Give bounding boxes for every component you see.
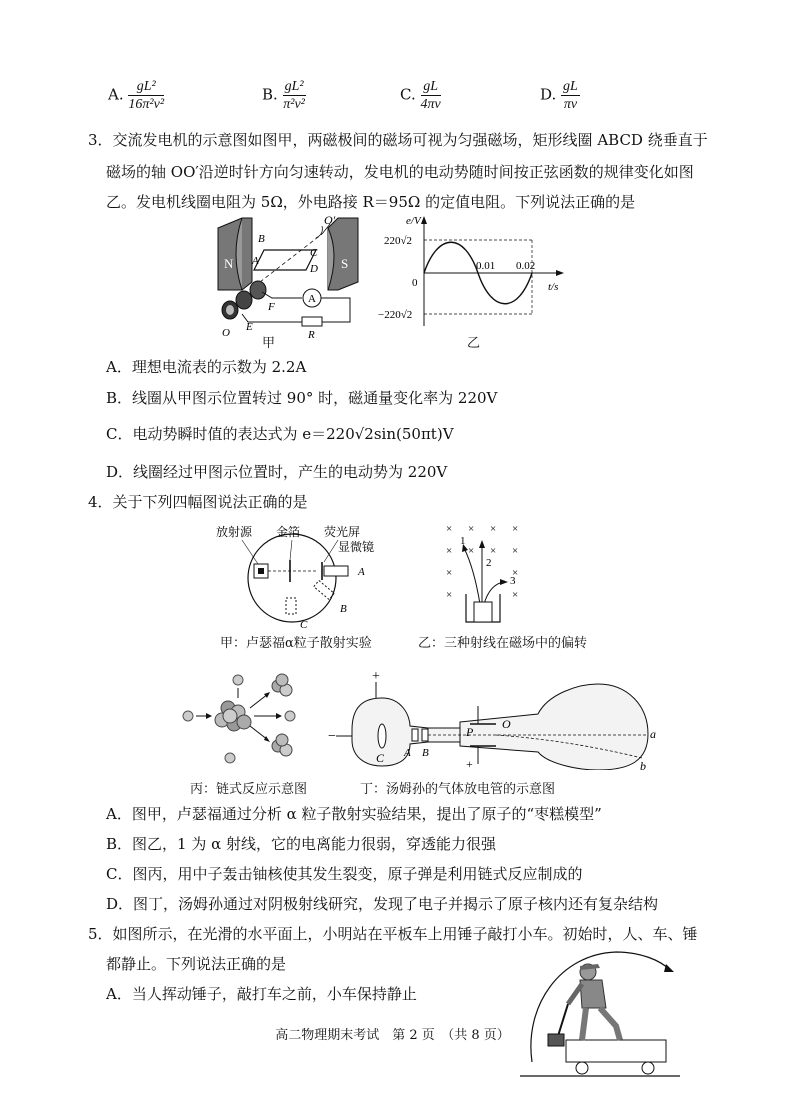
fig-ding-caption: 丁：汤姆孙的气体放电管的示意图 bbox=[360, 782, 556, 797]
q3-option-c: C．电动势瞬时值的表达式为 e＝220√2sin(50πt)V bbox=[106, 425, 454, 443]
q2-option-c bbox=[400, 78, 441, 113]
q3-option-d: D．线圈经过甲图示位置时，产生的电动势为 220V bbox=[106, 463, 448, 481]
center-o-label: O bbox=[502, 717, 511, 731]
fig-jia-caption: 甲 bbox=[262, 336, 276, 351]
q2-option-a bbox=[108, 78, 164, 113]
s-pole-label: S bbox=[341, 256, 349, 271]
q2-option-b-letter: B. bbox=[262, 85, 278, 104]
ray-3-label: 3 bbox=[510, 575, 516, 587]
q5-stem-line2: 都静止。下列说法正确的是 bbox=[106, 955, 287, 973]
q4-stem: 4．关于下列四幅图说法正确的是 bbox=[88, 493, 308, 511]
cathode-c-label: C bbox=[376, 751, 385, 765]
q3-stem-line2: 磁场的轴 OO′沿逆时针方向匀速转动，发电机的电动势随时间按正弦函数的规律变化如图 bbox=[106, 163, 694, 181]
q3-stem-line1: 3．交流发电机的示意图如图甲，两磁极间的磁场可视为匀强磁场，矩形线圈 ABCD 绕垂直于 bbox=[88, 131, 708, 149]
q3-option-a: A．理想电流表的示数为 2.2A bbox=[106, 358, 307, 376]
graph-t1: 0.01 bbox=[476, 260, 496, 272]
anode-plus-label: + bbox=[372, 669, 380, 684]
q2-option-d-letter: D. bbox=[540, 85, 557, 104]
hammer-cart-diagram bbox=[520, 946, 680, 1080]
brush-e-label: E bbox=[246, 321, 253, 333]
q3-option-b: B．线圈从甲图示位置转过 90° 时，磁通量变化率为 220V bbox=[106, 389, 498, 407]
label-microscope: 显微镜 bbox=[338, 540, 375, 554]
label-screen: 荧光屏 bbox=[324, 525, 361, 539]
resistor bbox=[302, 317, 322, 326]
microscope bbox=[324, 566, 348, 576]
coil-a-label: A bbox=[252, 255, 259, 267]
label-source: 放射源 bbox=[216, 525, 253, 539]
graph-ymin: −220√2 bbox=[378, 309, 413, 321]
coil bbox=[254, 250, 316, 270]
coil-b-label: B bbox=[258, 233, 265, 245]
page-footer: 高二物理期末考试 第 2 页 （共 8 页） bbox=[275, 1028, 510, 1043]
q4-option-c: C．图丙，用中子轰击铀核使其发生裂变，原子弹是利用链式反应制成的 bbox=[106, 865, 583, 883]
fig-jia-q4-caption: 甲：卢瑟福α粒子散射实验 bbox=[220, 636, 372, 651]
svg-text:×: × bbox=[490, 545, 497, 557]
chain-reaction-diagram bbox=[178, 668, 318, 768]
svg-text:×: × bbox=[468, 523, 475, 535]
q5-option-a: A．当人挥动锤子，敲打车之前，小车保持静止 bbox=[106, 985, 417, 1003]
svg-text:×: × bbox=[512, 567, 519, 579]
q2-option-d bbox=[540, 78, 580, 113]
q5-stem-line1: 5．如图所示，在光滑的水平面上，小明站在平板车上用锤子敲打小车。初始时，人、车、锤 bbox=[88, 925, 698, 943]
svg-text:×: × bbox=[446, 523, 453, 535]
emf-graph bbox=[372, 214, 568, 332]
resistor-label: R bbox=[308, 329, 315, 341]
cathode-minus-label: − bbox=[328, 729, 336, 744]
q3-stem-line3: 乙。发电机线圈电阻为 5Ω，外电路接 R＝95Ω 的定值电阻。下列说法正确的是 bbox=[106, 193, 636, 211]
svg-text:×: × bbox=[512, 545, 519, 557]
uranium-nucleus bbox=[215, 701, 251, 731]
graph-t2: 0.02 bbox=[516, 260, 536, 272]
coil-d-label: D bbox=[310, 263, 318, 275]
fig-bing-caption: 丙：链式反应示意图 bbox=[190, 782, 308, 797]
svg-text:×: × bbox=[468, 545, 475, 557]
svg-text:×: × bbox=[490, 523, 497, 535]
svg-text:×: × bbox=[446, 545, 453, 557]
fission-fragment-top bbox=[272, 674, 292, 696]
axis-o-label: O bbox=[222, 327, 230, 339]
ray-1-label: 1 bbox=[460, 535, 466, 547]
anode-a-label: A bbox=[404, 747, 411, 759]
plate-p-label: P bbox=[466, 725, 474, 739]
ammeter-label: A bbox=[308, 293, 316, 305]
fig-yi-q4-caption: 乙：三种射线在磁场中的偏转 bbox=[418, 636, 588, 651]
n-pole bbox=[218, 218, 252, 290]
svg-text:×: × bbox=[512, 589, 519, 601]
graph-ymax: 220√2 bbox=[384, 235, 413, 247]
axis-o-prime-label: O′ bbox=[324, 213, 336, 227]
ray-deflection-diagram bbox=[440, 518, 550, 628]
q2-option-a-fraction: $\frac{\text{gL²}}{\text{16π²v²}}$ bbox=[128, 79, 165, 112]
thomson-tube-diagram bbox=[328, 666, 664, 770]
q2-option-c-fraction: $\frac{gL}{4\pi v}$ bbox=[420, 79, 441, 112]
label-foil: 金箔 bbox=[276, 525, 301, 539]
q4-option-a: A．图甲，卢瑟福通过分析 α 粒子散射实验结果，提出了原子的“枣糕模型” bbox=[106, 805, 602, 823]
position-a-label: A bbox=[358, 566, 365, 578]
position-b-label: B bbox=[340, 603, 347, 615]
q2-option-b-fraction: $\frac{\text{gL²}}{\text{π²v²}}$ bbox=[283, 79, 305, 112]
fig-yi-caption: 乙 bbox=[467, 336, 481, 351]
generator-diagram bbox=[212, 212, 362, 348]
position-c-label: C bbox=[300, 619, 308, 630]
coil-c-label: C bbox=[310, 247, 318, 259]
q4-option-d: D．图丁，汤姆孙通过对阴极射线研究，发现了电子并揭示了原子核内还有复杂结构 bbox=[106, 895, 659, 913]
n-pole-label: N bbox=[224, 256, 234, 271]
q2-option-a-letter: A. bbox=[108, 85, 124, 104]
plate-plus-label: + bbox=[466, 757, 473, 770]
q2-option-c-letter: C. bbox=[400, 85, 416, 104]
graph-ylabel: e/V bbox=[406, 215, 421, 227]
rutherford-diagram bbox=[214, 520, 400, 630]
fission-fragment-bottom bbox=[272, 734, 292, 756]
point-a-label: a bbox=[650, 727, 656, 741]
q4-option-b: B．图乙，1 为 α 射线，它的电离能力很弱，穿透能力很强 bbox=[106, 835, 497, 853]
graph-zero: 0 bbox=[412, 277, 418, 289]
q2-option-b bbox=[262, 78, 306, 113]
brush-f-label: F bbox=[268, 301, 275, 313]
ray-2-label: 2 bbox=[486, 557, 492, 569]
svg-text:×: × bbox=[446, 589, 453, 601]
anode-b-label: B bbox=[422, 747, 429, 759]
q2-option-d-fraction: $\frac{gL}{\pi v}$ bbox=[563, 79, 578, 112]
point-b-label: b bbox=[640, 759, 646, 770]
svg-text:×: × bbox=[512, 523, 519, 535]
graph-xlabel: t/s bbox=[548, 281, 559, 293]
svg-text:×: × bbox=[446, 567, 453, 579]
cart bbox=[566, 1040, 666, 1062]
